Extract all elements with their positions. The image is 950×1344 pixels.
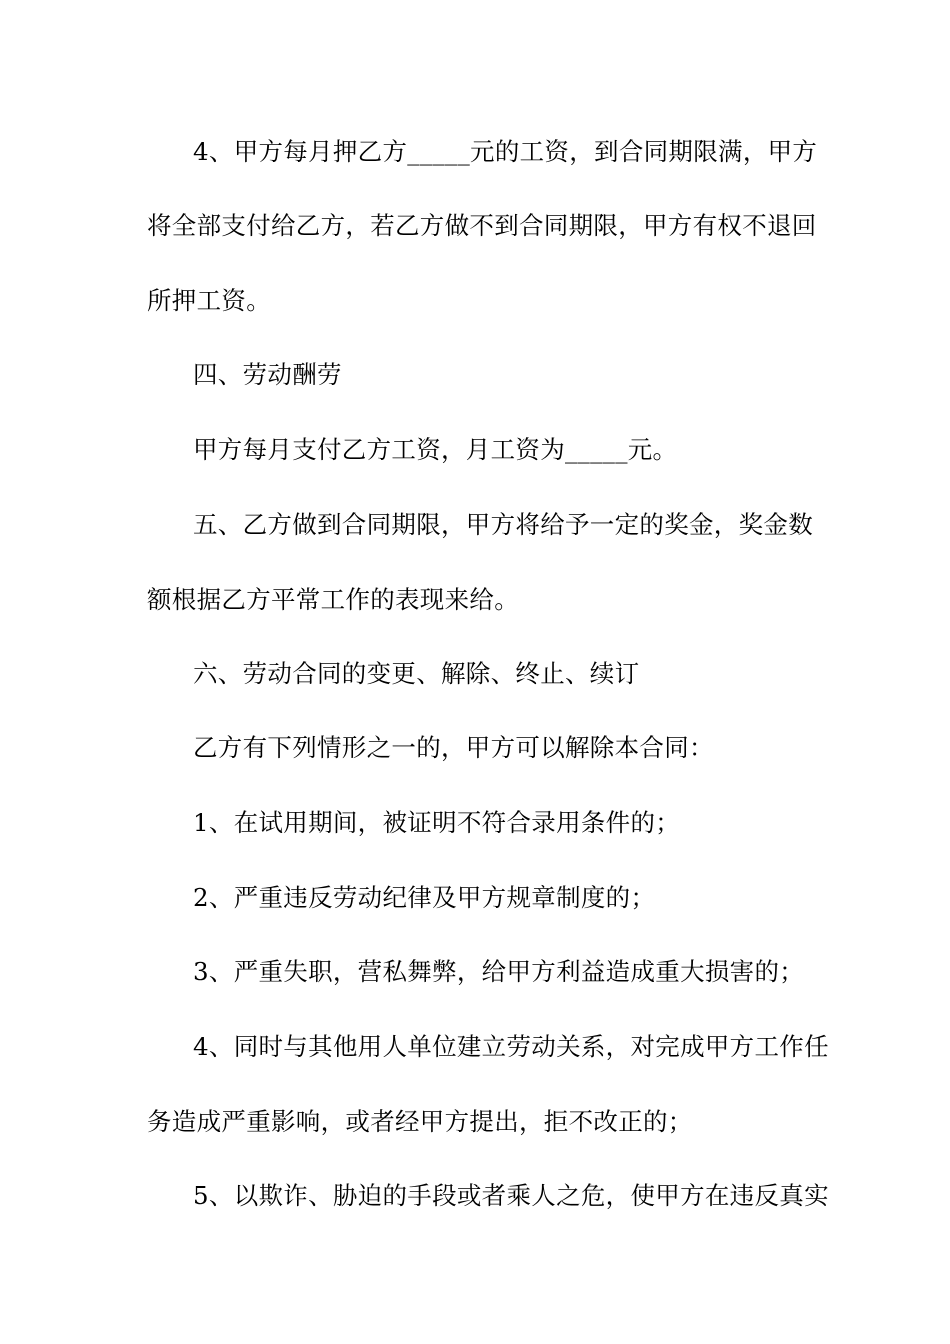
paragraph-line-9: 乙方有下列情形之一的，甲方可以解除本合同： [193, 733, 714, 762]
list-item-4-continued: 务造成严重影响，或者经甲方提出，拒不改正的； [147, 1107, 693, 1136]
paragraph-line-5: 甲方每月支付乙方工资，月工资为_____元。 [193, 435, 678, 464]
paragraph-line-6: 五、乙方做到合同期限，甲方将给予一定的奖金，奖金数 [193, 510, 813, 539]
paragraph-line-1: 4、甲方每月押乙方_____元的工资，到合同期限满，甲方 [193, 137, 818, 166]
list-item-1: 1、在试用期间，被证明不符合录用条件的； [193, 808, 681, 837]
paragraph-line-2: 将全部支付给乙方，若乙方做不到合同期限，甲方有权不退回 [147, 211, 817, 240]
list-item-3: 3、严重失职，营私舞弊，给甲方利益造成重大损害的； [193, 957, 805, 986]
list-item-5: 5、以欺诈、胁迫的手段或者乘人之危，使甲方在违反真实 [193, 1181, 829, 1210]
paragraph-line-3: 所押工资。 [147, 286, 271, 315]
list-item-2: 2、严重违反劳动纪律及甲方规章制度的； [193, 883, 656, 912]
section-heading-4: 四、劳动酬劳 [193, 360, 342, 389]
paragraph-line-7: 额根据乙方平常工作的表现来给。 [147, 585, 519, 614]
section-heading-6: 六、劳动合同的变更、解除、终止、续订 [193, 659, 640, 688]
list-item-4: 4、同时与其他用人单位建立劳动关系，对完成甲方工作任 [193, 1032, 829, 1061]
